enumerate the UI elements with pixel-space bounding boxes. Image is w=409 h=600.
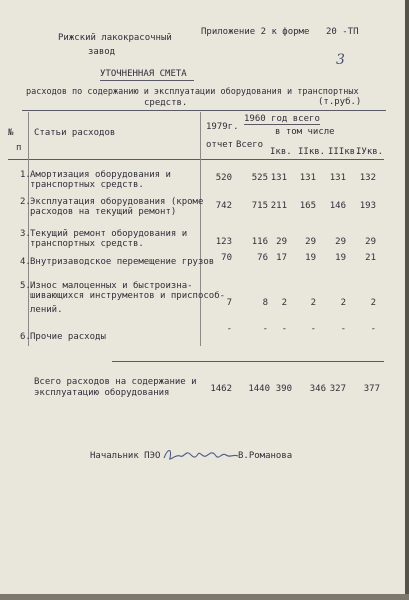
table-row-4-q3: 19: [335, 253, 346, 263]
table-row-3-q2: 29: [305, 237, 316, 247]
table-row-1-no: 1.: [20, 170, 31, 180]
column-1980-label: 1960 год всего: [244, 114, 320, 124]
form-number: 20 -ТП: [326, 27, 359, 37]
appendix-label: Приложение 2 к форме: [201, 27, 310, 37]
table-row-4-q1: 17: [276, 253, 287, 263]
total-row-q4: 377: [363, 384, 380, 394]
table-row-6-q2: -: [310, 324, 316, 334]
table-row-5-1979: 7: [226, 298, 232, 308]
table-row-3-label-a: Текущий ремонт оборудования и: [30, 229, 188, 239]
header-1980-underline: [244, 124, 320, 125]
handwritten-signature: [162, 446, 240, 467]
table-row-5-q2: 2: [310, 298, 316, 308]
signature-scribble: [162, 446, 240, 464]
table-row-5-label-c: лений.: [30, 305, 63, 315]
header-bottom-rule: [8, 159, 384, 160]
column-number-label2: п: [16, 143, 22, 153]
table-row-2-total: 715: [251, 201, 268, 211]
org-name-line1: Рижский лакокрасочный: [58, 33, 172, 43]
table-row-6-total: -: [262, 324, 268, 334]
signatory-name: В.Романова: [238, 451, 293, 461]
table-row-6-1979: -: [226, 324, 232, 334]
table-row-2-no: 2.: [20, 197, 31, 207]
table-row-6-q4: -: [370, 324, 376, 334]
total-row-q2: 346: [309, 384, 326, 394]
quarter-header-1: Iкв.: [270, 147, 292, 157]
table-row-3-q4: 29: [365, 237, 376, 247]
handwritten-page-number: 3: [336, 52, 345, 68]
page-edge-bottom: [0, 594, 409, 600]
quarter-header-2: IIкв.: [298, 147, 326, 157]
table-row-1-q4: 132: [359, 173, 376, 183]
document-title: УТОЧНЕННАЯ СМЕТА: [100, 69, 187, 79]
table-row-4-1979: 70: [221, 253, 232, 263]
column-number-label: №: [8, 128, 14, 138]
quarter-header-4: IУкв.: [356, 147, 384, 157]
total-label-a: Всего расходов на содержание и: [34, 377, 197, 387]
table-row-5-total: 8: [262, 298, 268, 308]
table-row-2-q3: 146: [329, 201, 346, 211]
total-row-q1: 390: [275, 384, 292, 394]
column-articles-label: Статьи расходов: [34, 128, 116, 138]
table-row-3-q3: 29: [335, 237, 346, 247]
table-row-5-no: 5.: [20, 281, 31, 291]
table-row-5-q4: 2: [370, 298, 376, 308]
table-row-3-label-b: транспортных средств.: [30, 239, 144, 249]
table-row-1-q3: 131: [329, 173, 346, 183]
table-row-3-1979: 123: [215, 237, 232, 247]
signatory-position: Начальник ПЭО: [90, 451, 161, 461]
subtitle-line1: расходов по содержанию и эксплуатации оборудования и транспортных: [26, 87, 359, 97]
table-row-4-q4: 21: [365, 253, 376, 263]
column-incl-label: в том числе: [275, 127, 335, 137]
table-row-6-q1: -: [281, 324, 287, 334]
table-top-rule: [22, 110, 386, 111]
table-row-5-q3: 2: [340, 298, 346, 308]
total-row-1979: 1462: [210, 384, 232, 394]
table-row-3-no: 3.: [20, 229, 31, 239]
subtitle-line2: средств.: [144, 98, 188, 108]
table-row-4-total: 76: [257, 253, 268, 263]
table-row-6-q3: -: [340, 324, 346, 334]
org-name-line2: завод: [88, 47, 116, 57]
table-row-1-1979: 520: [215, 173, 232, 183]
total-label-b: эксплуатацию оборудования: [34, 388, 170, 398]
table-row-4-label-a: Внутризаводское перемещение грузов: [30, 257, 215, 267]
column-1979-label: 1979г.: [206, 122, 239, 132]
table-row-2-label-a: Эксплуатация оборудования (кроме: [30, 197, 204, 207]
unit-label: (т.руб.): [318, 97, 362, 107]
title-underline: [100, 80, 194, 81]
quarter-header-3: IIIкв.: [328, 147, 361, 157]
table-row-2-1979: 742: [215, 201, 232, 211]
total-row-total: 1440: [248, 384, 270, 394]
column-total-label: Всего: [236, 140, 264, 150]
table-row-4-q2: 19: [305, 253, 316, 263]
table-row-1-q2: 131: [299, 173, 316, 183]
table-row-5-label-b: шивающихся инструментов и приспособ-: [30, 291, 226, 301]
column-1979-sub: отчет: [206, 140, 234, 150]
table-row-1-q1: 131: [270, 173, 287, 183]
table-row-6-no: 6.: [20, 332, 31, 342]
table-row-2-label-b: расходов на текущий ремонт): [30, 207, 177, 217]
totals-rule: [112, 361, 384, 362]
page-edge-shadow: [405, 0, 409, 600]
table-row-1-total: 525: [251, 173, 268, 183]
total-row-q3: 327: [329, 384, 346, 394]
table-row-2-q4: 193: [359, 201, 376, 211]
table-row-6-label-a: Прочие расходы: [30, 332, 106, 342]
table-row-2-q2: 165: [299, 201, 316, 211]
table-row-3-total: 116: [251, 237, 268, 247]
table-row-2-q1: 211: [270, 201, 287, 211]
table-row-5-label-a: Износ малоценных и быстроизна-: [30, 281, 193, 291]
table-row-4-no: 4.: [20, 257, 31, 267]
column-divider-1979: [200, 112, 201, 346]
table-row-1-label-a: Амортизация оборудования и: [30, 170, 171, 180]
table-row-5-q1: 2: [281, 298, 287, 308]
table-row-1-label-b: транспортных средств.: [30, 180, 144, 190]
table-row-3-q1: 29: [276, 237, 287, 247]
